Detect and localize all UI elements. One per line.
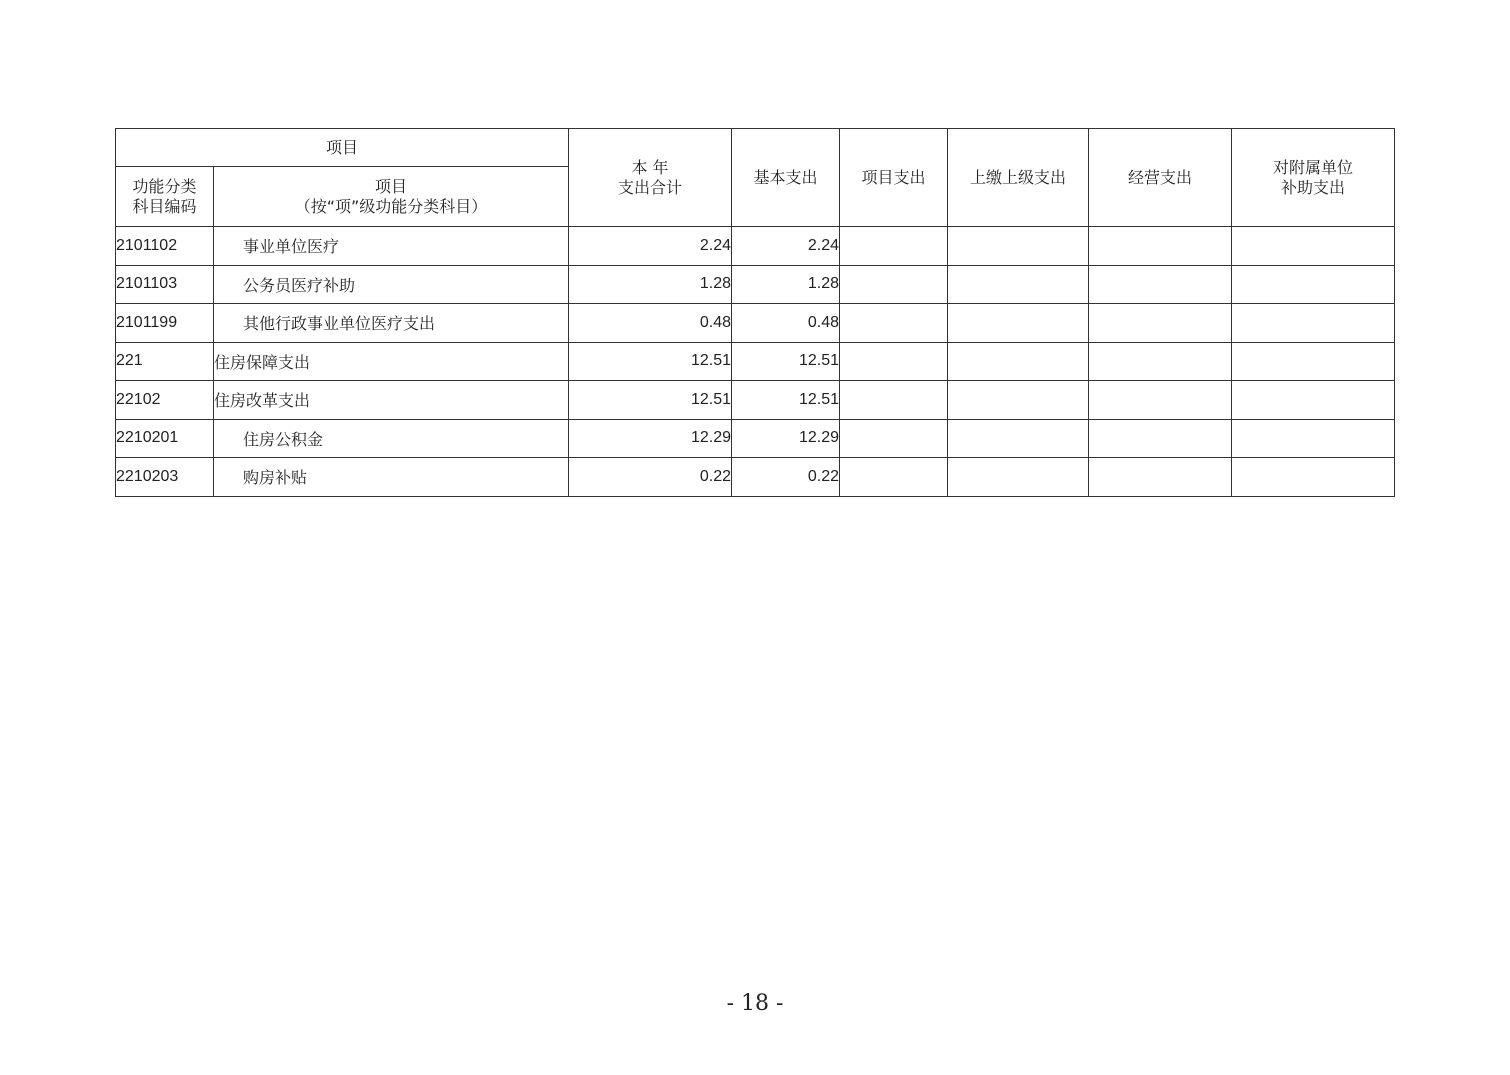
- row-upper: [948, 265, 1089, 304]
- row-upper: [948, 458, 1089, 497]
- row-code: 22102: [116, 381, 214, 420]
- row-subsidy: [1232, 342, 1395, 381]
- header-code: [116, 167, 214, 227]
- header-name-line-1: 项目: [375, 176, 408, 196]
- header-total-line-2: 支出合计: [618, 177, 683, 197]
- row-business: [1089, 265, 1232, 304]
- row-project: [840, 419, 948, 458]
- row-subsidy: [1232, 227, 1395, 266]
- row-business: [1089, 458, 1232, 497]
- table-row: [116, 265, 1395, 304]
- page-number: - 18 -: [726, 991, 784, 1016]
- row-project: [840, 304, 948, 343]
- row-name: 公务员医疗补助: [214, 265, 569, 304]
- header-project-group: 项目: [116, 129, 569, 167]
- row-project: [840, 342, 948, 381]
- row-code: 2210201: [116, 419, 214, 458]
- header-business-expenditure: 经营支出: [1089, 129, 1232, 227]
- row-name: 其他行政事业单位医疗支出: [214, 304, 569, 343]
- row-code: 2210203: [116, 458, 214, 497]
- header-subsidy-line-1: 对附属单位: [1273, 157, 1354, 177]
- header-upper-remittance: 上缴上级支出: [948, 129, 1089, 227]
- header-basic-expenditure: 基本支出: [732, 129, 840, 227]
- row-basic: 0.22: [732, 458, 840, 497]
- header-code-line-1: 功能分类: [132, 176, 197, 196]
- table-row: [116, 342, 1395, 381]
- header-subsidy-line-2: 补助支出: [1281, 177, 1346, 197]
- row-code: 2101102: [116, 227, 214, 266]
- table-header: [116, 129, 1395, 227]
- header-name: [214, 167, 569, 227]
- row-business: [1089, 227, 1232, 266]
- row-basic: 1.28: [732, 265, 840, 304]
- row-total: 1.28: [569, 265, 732, 304]
- row-total: 0.22: [569, 458, 732, 497]
- row-basic: 2.24: [732, 227, 840, 266]
- table-body: [116, 227, 1395, 497]
- row-business: [1089, 381, 1232, 420]
- row-basic: 0.48: [732, 304, 840, 343]
- header-name-line-2: （按“项”级功能分类科目）: [294, 196, 488, 216]
- row-subsidy: [1232, 419, 1395, 458]
- table-row: [116, 419, 1395, 458]
- header-total-expenditure: [569, 129, 732, 227]
- row-upper: [948, 342, 1089, 381]
- row-project: [840, 458, 948, 497]
- row-name: 购房补贴: [214, 458, 569, 497]
- row-total: 0.48: [569, 304, 732, 343]
- expenditure-table: [115, 128, 1395, 497]
- row-project: [840, 381, 948, 420]
- row-name: 住房改革支出: [214, 381, 569, 420]
- table-row: [116, 381, 1395, 420]
- row-total: 12.51: [569, 381, 732, 420]
- row-name: 事业单位医疗: [214, 227, 569, 266]
- table-row: [116, 304, 1395, 343]
- row-subsidy: [1232, 381, 1395, 420]
- row-basic: 12.51: [732, 381, 840, 420]
- row-code: 2101199: [116, 304, 214, 343]
- header-project-expenditure: 项目支出: [840, 129, 948, 227]
- row-name: 住房公积金: [214, 419, 569, 458]
- row-upper: [948, 304, 1089, 343]
- row-business: [1089, 419, 1232, 458]
- row-project: [840, 227, 948, 266]
- row-subsidy: [1232, 265, 1395, 304]
- table-row: [116, 458, 1395, 497]
- row-total: 12.51: [569, 342, 732, 381]
- row-subsidy: [1232, 458, 1395, 497]
- row-total: 2.24: [569, 227, 732, 266]
- row-name: 住房保障支出: [214, 342, 569, 381]
- row-business: [1089, 304, 1232, 343]
- header-total-line-1: 本 年: [631, 157, 669, 177]
- row-total: 12.29: [569, 419, 732, 458]
- row-basic: 12.51: [732, 342, 840, 381]
- row-business: [1089, 342, 1232, 381]
- row-upper: [948, 419, 1089, 458]
- row-code: 2101103: [116, 265, 214, 304]
- row-code: 221: [116, 342, 214, 381]
- table-row: [116, 227, 1395, 266]
- row-project: [840, 265, 948, 304]
- row-subsidy: [1232, 304, 1395, 343]
- row-upper: [948, 227, 1089, 266]
- header-subsidy-expenditure: [1232, 129, 1395, 227]
- row-upper: [948, 381, 1089, 420]
- header-code-line-2: 科目编码: [132, 196, 197, 216]
- row-basic: 12.29: [732, 419, 840, 458]
